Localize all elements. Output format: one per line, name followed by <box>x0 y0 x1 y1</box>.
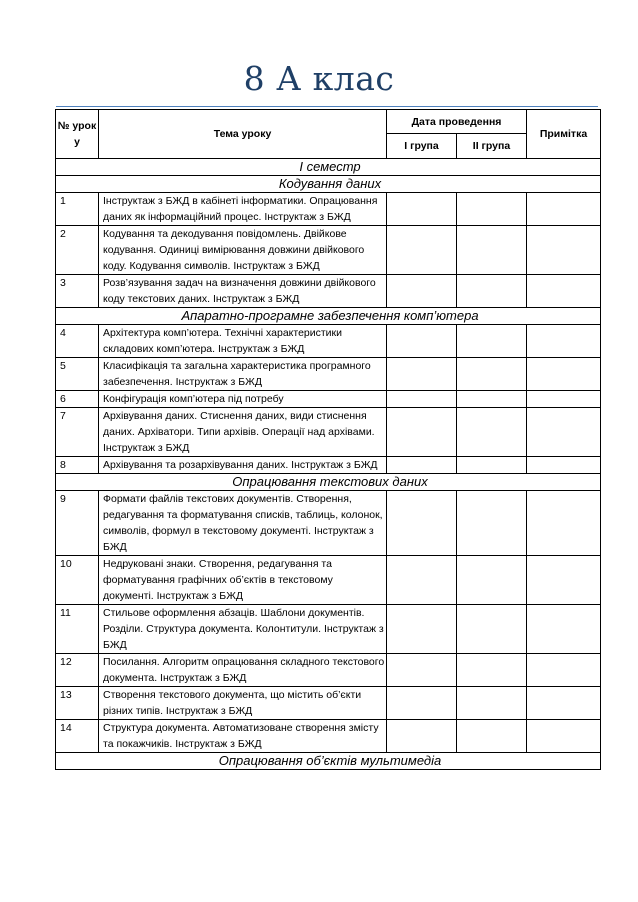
lesson-topic: Стильове оформлення абзаців. Шаблони документів. Розділи. Структура документа. Колонтитули. Інструктаж з БЖД <box>99 605 387 654</box>
date-group-1-cell <box>387 720 457 753</box>
lesson-number: 3 <box>56 275 99 308</box>
date-group-2-cell <box>457 605 527 654</box>
table-row <box>56 687 601 720</box>
lesson-topic: Створення текстового документа, що містить об’єкти різних типів. Інструктаж з БЖД <box>99 687 387 720</box>
date-group-1-cell <box>387 325 457 358</box>
date-group-2-cell <box>457 275 527 308</box>
note-cell <box>527 325 601 358</box>
note-cell <box>527 491 601 556</box>
note-cell <box>527 193 601 226</box>
header-note: Примітка <box>527 110 601 159</box>
lesson-topic: Розв’язування задач на визначення довжини двійкового коду текстових даних. Інструктаж з БЖД <box>99 275 387 308</box>
lesson-number: 2 <box>56 226 99 275</box>
date-group-2-cell <box>457 556 527 605</box>
lesson-plan-table <box>55 109 601 770</box>
header-group-1: I група <box>387 134 457 159</box>
lesson-topic: Формати файлів текстових документів. Створення, редагування та форматування списків, таблиць, колонок, символів, формул в текстовому документі. Інструктаж з БЖД <box>99 491 387 556</box>
date-group-1-cell <box>387 457 457 474</box>
table-row <box>56 193 601 226</box>
note-cell <box>527 654 601 687</box>
date-group-1-cell <box>387 556 457 605</box>
note-cell <box>527 275 601 308</box>
note-cell <box>527 391 601 408</box>
note-cell <box>527 226 601 275</box>
lesson-number: 10 <box>56 556 99 605</box>
lesson-topic: Архівування та розархівування даних. Інструктаж з БЖД <box>99 457 387 474</box>
date-group-2-cell <box>457 325 527 358</box>
table-row <box>56 325 601 358</box>
table-row <box>56 457 601 474</box>
table-row <box>56 720 601 753</box>
note-cell <box>527 457 601 474</box>
date-group-2-cell <box>457 720 527 753</box>
lesson-topic: Кодування та декодування повідомлень. Двійкове кодування. Одиниці вимірювання довжини двійкового коду. Кодування символів. Інструктаж з БЖД <box>99 226 387 275</box>
lesson-topic: Класифікація та загальна характеристика програмного забезпечення. Інструктаж з БЖД <box>99 358 387 391</box>
date-group-1-cell <box>387 408 457 457</box>
lesson-number: 14 <box>56 720 99 753</box>
note-cell <box>527 408 601 457</box>
note-cell <box>527 556 601 605</box>
note-cell <box>527 358 601 391</box>
date-group-1-cell <box>387 275 457 308</box>
date-group-1-cell <box>387 605 457 654</box>
section-row <box>56 753 601 770</box>
lesson-number: 9 <box>56 491 99 556</box>
note-cell <box>527 605 601 654</box>
lesson-topic: Конфігурація комп’ютера під потребу <box>99 391 387 408</box>
date-group-2-cell <box>457 408 527 457</box>
date-group-2-cell <box>457 654 527 687</box>
date-group-1-cell <box>387 358 457 391</box>
lesson-number: 7 <box>56 408 99 457</box>
section-row <box>56 474 601 491</box>
lesson-number: 8 <box>56 457 99 474</box>
lesson-topic: Посилання. Алгоритм опрацювання складного текстового документа. Інструктаж з БЖД <box>99 654 387 687</box>
section-row <box>56 176 601 193</box>
lesson-number: 5 <box>56 358 99 391</box>
note-cell <box>527 720 601 753</box>
date-group-1-cell <box>387 193 457 226</box>
lesson-topic: Структура документа. Автоматизоване створення змісту та покажчиків. Інструктаж з БЖД <box>99 720 387 753</box>
section-title: Опрацювання текстових даних <box>56 474 601 491</box>
table-row <box>56 654 601 687</box>
date-group-2-cell <box>457 226 527 275</box>
section-title: Кодування даних <box>56 176 601 193</box>
table-row <box>56 605 601 654</box>
date-group-2-cell <box>457 491 527 556</box>
table-row <box>56 491 601 556</box>
date-group-2-cell <box>457 457 527 474</box>
section-title: Опрацювання об’єктів мультимедіа <box>56 753 601 770</box>
date-group-2-cell <box>457 391 527 408</box>
date-group-1-cell <box>387 226 457 275</box>
lesson-number: 4 <box>56 325 99 358</box>
table-body <box>56 159 601 770</box>
header-date: Дата проведення <box>387 110 527 134</box>
lesson-topic: Недруковані знаки. Створення, редагування та форматування графічних об’єктів в текстовому документі. Інструктаж з БЖД <box>99 556 387 605</box>
header-group-2: II група <box>457 134 527 159</box>
date-group-2-cell <box>457 358 527 391</box>
date-group-1-cell <box>387 687 457 720</box>
section-row <box>56 308 601 325</box>
lesson-number: 1 <box>56 193 99 226</box>
title-divider <box>56 106 598 107</box>
lesson-number: 6 <box>56 391 99 408</box>
table-row <box>56 275 601 308</box>
section-title: Апаратно-програмне забезпечення комп’ютера <box>56 308 601 325</box>
lesson-number: 12 <box>56 654 99 687</box>
header-lesson-number: № урок у <box>56 110 99 159</box>
date-group-1-cell <box>387 491 457 556</box>
page-title: 8 А клас <box>243 59 395 98</box>
table-row <box>56 358 601 391</box>
lesson-topic: Архівування даних. Стиснення даних, види стиснення даних. Архіватори. Типи архівів. Операції над архівами. Інструктаж з БЖД <box>99 408 387 457</box>
lesson-number: 11 <box>56 605 99 654</box>
date-group-2-cell <box>457 193 527 226</box>
lesson-number: 13 <box>56 687 99 720</box>
lesson-topic: Архітектура комп’ютера. Технічні характеристики складових комп’ютера. Інструктаж з БЖД <box>99 325 387 358</box>
note-cell <box>527 687 601 720</box>
date-group-1-cell <box>387 391 457 408</box>
table-row <box>56 408 601 457</box>
header-topic: Тема уроку <box>99 110 387 159</box>
section-title: I семестр <box>56 159 601 176</box>
date-group-1-cell <box>387 654 457 687</box>
table-row <box>56 556 601 605</box>
lesson-topic: Інструктаж з БЖД в кабінеті інформатики. Опрацювання даних як інформаційний процес. Інструктаж з БЖД <box>99 193 387 226</box>
date-group-2-cell <box>457 687 527 720</box>
semester-row <box>56 159 601 176</box>
table-row <box>56 391 601 408</box>
table-row <box>56 226 601 275</box>
